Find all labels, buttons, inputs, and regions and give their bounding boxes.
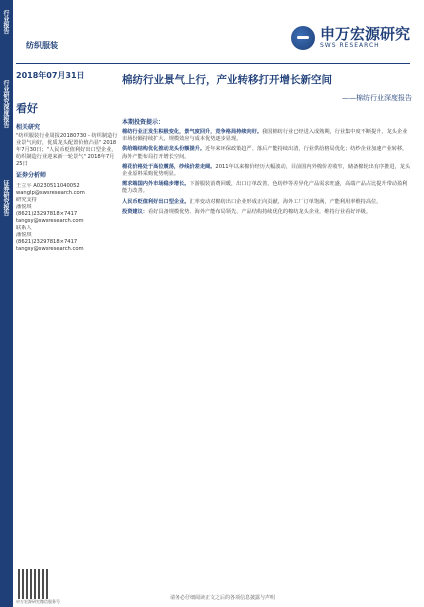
logo-name-en: SWS RESEARCH: [319, 42, 380, 49]
point-lead: 供给端结构优化推动龙头份额提升。: [122, 146, 206, 153]
summary-points: [122, 129, 412, 216]
analyst-line[interactable]: tangsy@swsresearch.com: [16, 246, 84, 252]
point-lead: 需求端国内外市场稳步增长。: [122, 181, 190, 188]
summary-point: [122, 199, 412, 206]
logo-icon: [291, 26, 315, 50]
point-lead: 棉花价格处于高位震荡，纱线价差走阔。: [122, 163, 216, 170]
industry-tag: 纺织服装: [26, 41, 58, 50]
analyst-line: (8621)23297818×7417: [16, 239, 78, 245]
analyst-line: 研究支持: [16, 197, 37, 203]
rating: 看好: [16, 102, 38, 115]
point-body: 下游服装消费回暖，出口订单改善，色纺纱等差异化产品需求旺盛，高端产品占比提升带动盈利能力改善。: [122, 181, 408, 195]
summary-point: [122, 146, 412, 160]
report-title: 棉纺行业景气上行，产业转移打开增长新空间: [122, 74, 332, 86]
point-lead: 棉纺行业正发生积极变化，景气度回升，竞争格局持续向好。: [122, 129, 263, 135]
related-label: 相关研究: [16, 124, 41, 131]
report-date: 2018年07月31日: [16, 71, 85, 80]
summary-point: [122, 181, 412, 195]
point-body: 汇率变动对棉纺出口企业形成正向贡献，海外工厂订单饱满，产能利用率维持高位。: [189, 198, 382, 205]
point-body: 2011年以来棉价经历大幅波动，目前国内外棉价差收窄，储备棉轮出有序推进，龙头企业原料采购优势明显。: [122, 163, 411, 178]
sidebar: [0, 0, 13, 607]
sidebar-label-research: 证券研究报告: [2, 180, 9, 216]
analyst-label: 证券分析师: [16, 172, 47, 179]
analyst-line[interactable]: wanglp@swsresearch.com: [16, 190, 85, 196]
analyst-line: 潘悦琪: [16, 232, 32, 238]
analyst-line[interactable]: tangsy@swsresearch.com: [16, 218, 84, 224]
sidebar-label-report: 行业报告: [2, 10, 9, 34]
related-research: "纺织服装行业周报20180730 - 纺织制造行业景气向好，优质龙头配置价值凸显" 2018年7月30日；"人民币贬值利好出口型企业，纺织制造行业迎来新一轮景气" 2018年7月25日: [16, 133, 118, 167]
point-body: 看好具备规模优势、海外产能布局领先、产品结构持续优化的棉纺龙头企业，维持行业看好评级。: [147, 208, 372, 215]
qr-label: 申万宏源研究微信服务号: [16, 599, 60, 604]
brand-logo: [291, 26, 410, 50]
summary-point: [122, 209, 412, 216]
summary-heading: 本期投资提示：: [122, 119, 165, 126]
analyst-line: 联系人: [16, 225, 32, 231]
point-lead: 人民币贬值利好出口型企业。: [122, 198, 190, 205]
analyst-line: (8621)23297818×7417: [16, 211, 78, 217]
point-lead: 投资建议：: [122, 208, 148, 215]
report-subtitle: ——棉纺行业深度报告: [342, 94, 412, 102]
left-column: [16, 72, 118, 253]
point-body: 我国棉纺行业已经进入成熟期，行业集中度不断提升，龙头企业市场份额持续扩大，规模效应与成本优势逐步显现。: [122, 129, 408, 143]
point-body: 近年来环保政策趋严、落后产能持续出清，行业供给格局优化；纺纱企业加速产业转移，海外产能布局打开增长空间。: [122, 146, 408, 160]
summary-point: [122, 164, 412, 178]
logo-name-cn: 申万宏源研究: [319, 25, 410, 43]
sidebar-label-type: 行业研究深度报告: [2, 80, 9, 128]
analyst-list: [16, 183, 118, 253]
disclaimer-footer: 请务必仔细阅读正文之后的各项信息披露与声明: [170, 595, 276, 601]
qr-code-icon: [18, 569, 48, 599]
analyst-line: 潘悦琪: [16, 204, 32, 210]
main-content: [122, 74, 412, 219]
analyst-line: 王立平 A0230511040052: [16, 183, 80, 189]
summary-point: [122, 129, 412, 143]
header-divider: [16, 63, 410, 64]
